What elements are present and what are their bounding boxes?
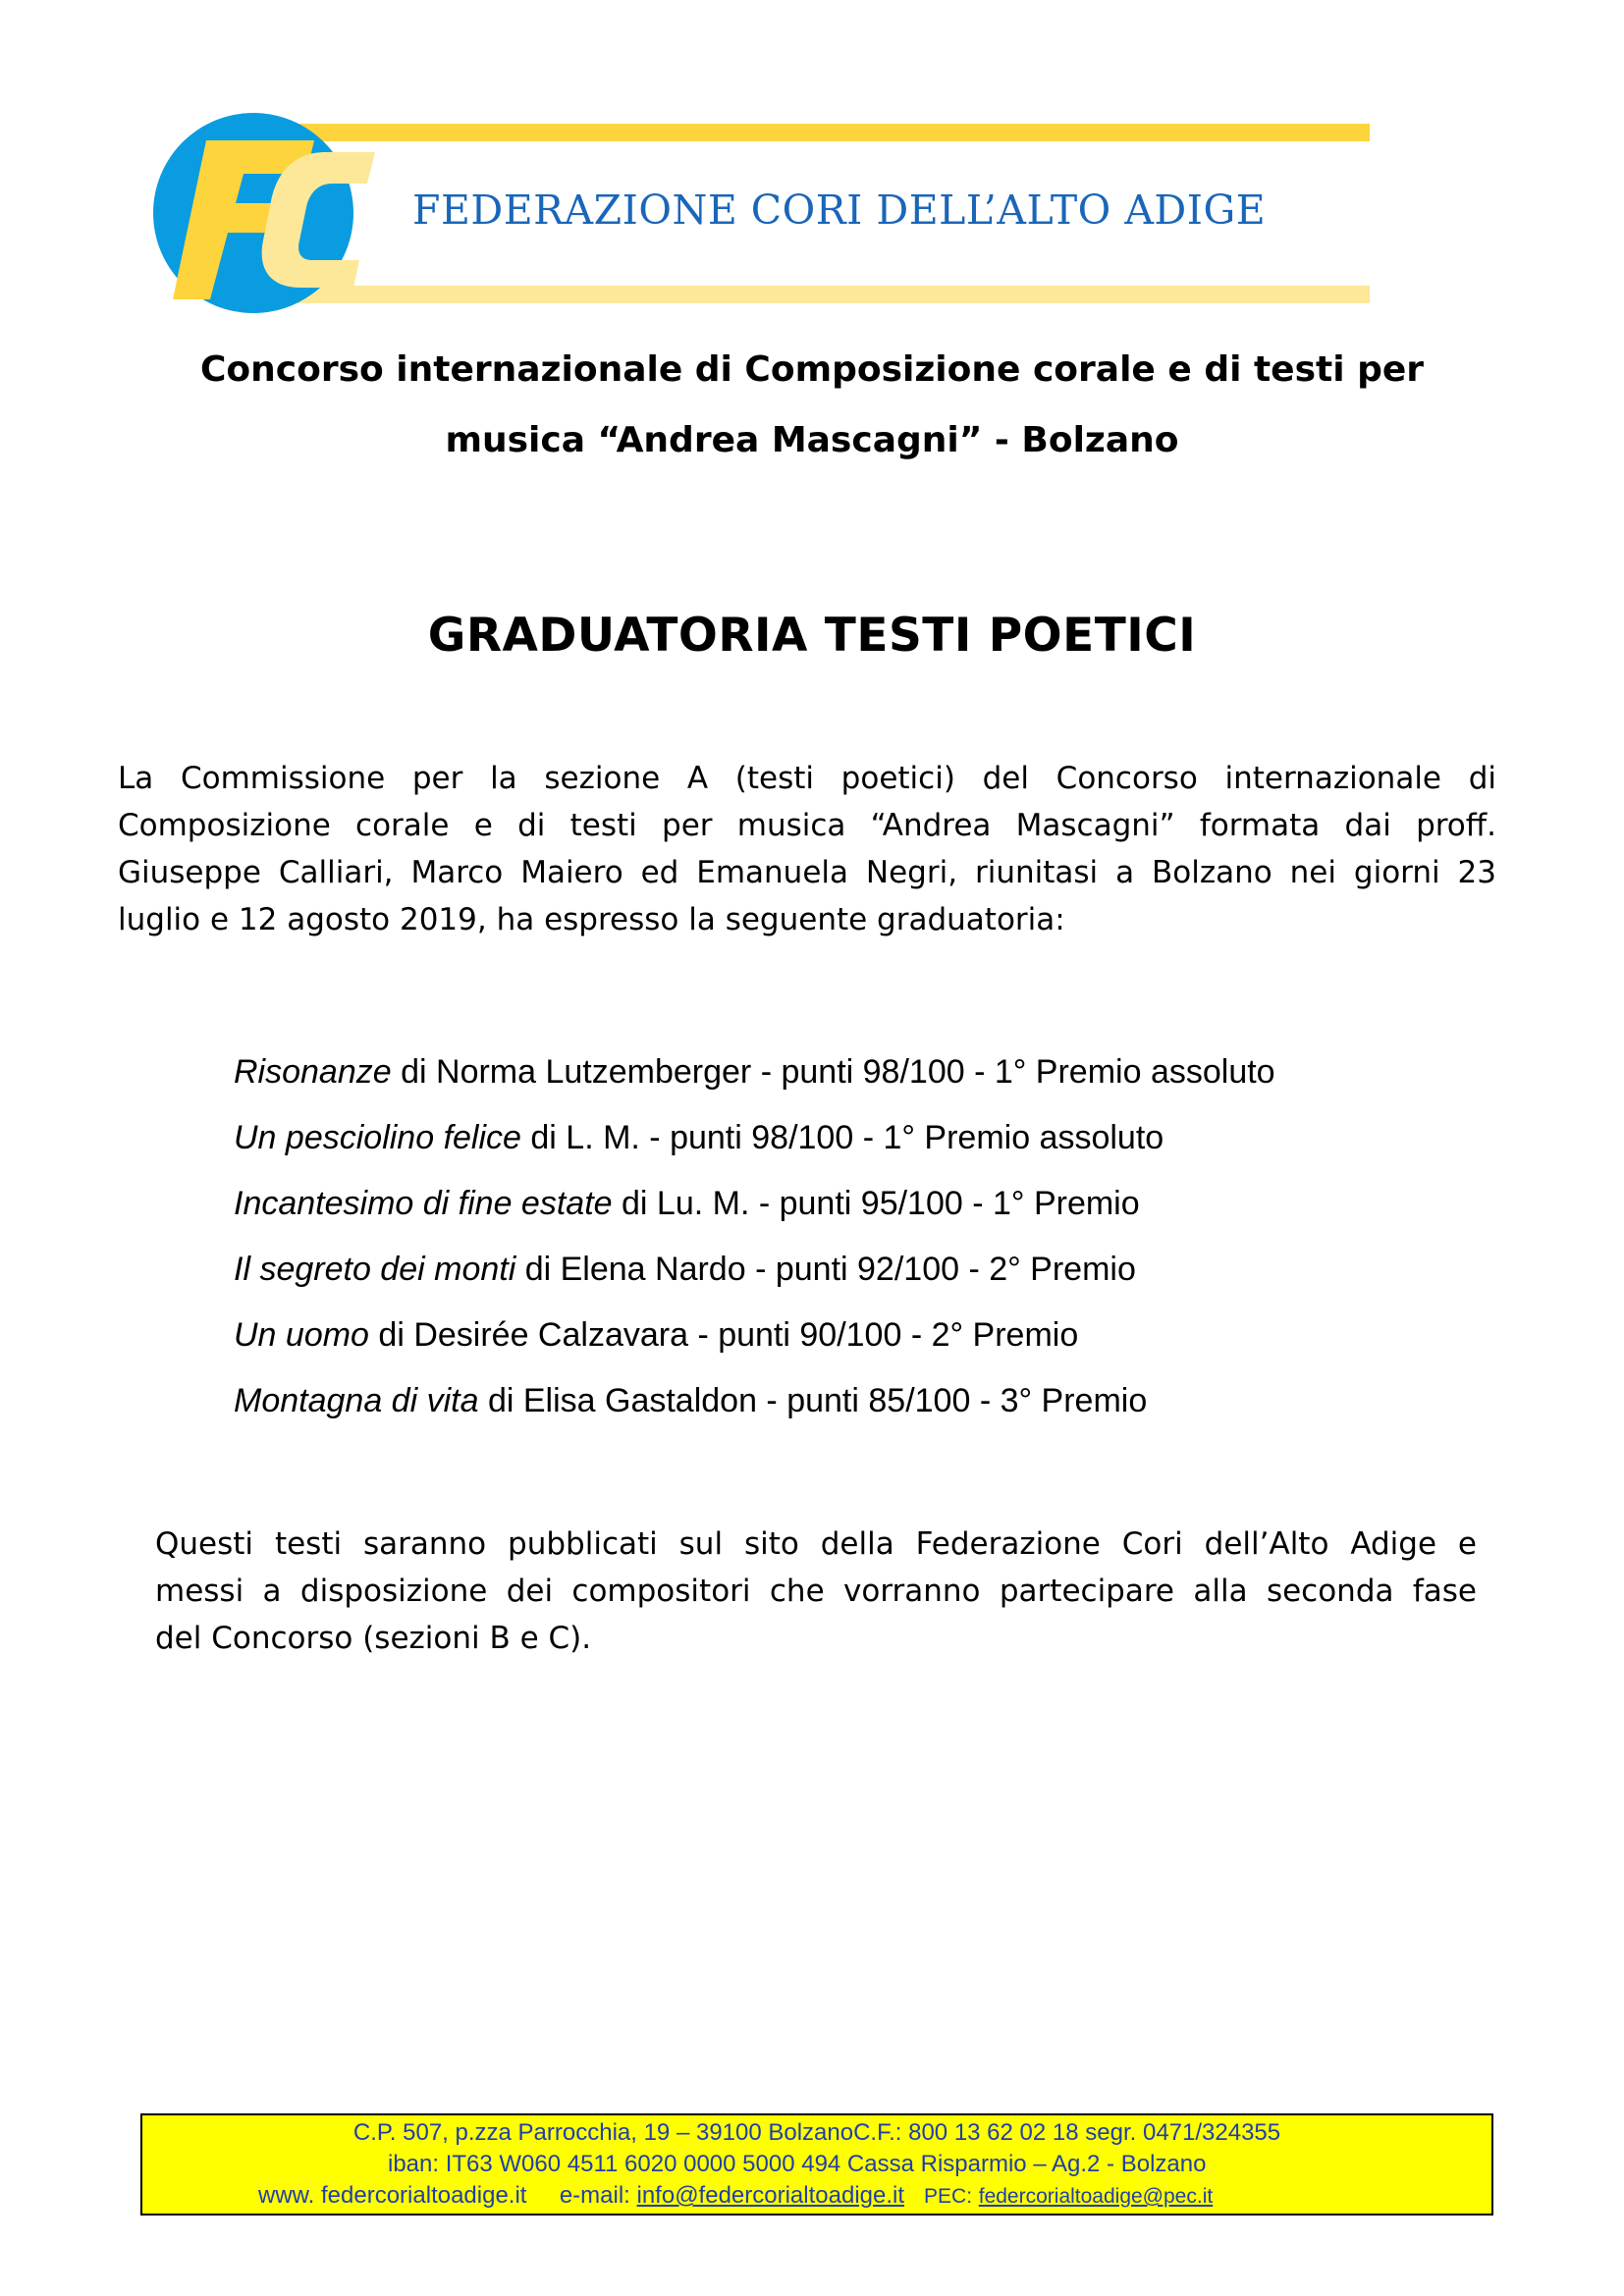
logo-top-stripe [226, 124, 1370, 141]
intro-line: La Commissione per la sezione A (testi poetici) del Concorso internazionale di [118, 761, 1496, 796]
ranking-item [234, 1119, 1164, 1157]
intro-line: Composizione corale e di testi per musica “Andrea Mascagni” formata dai proff. [118, 808, 1496, 843]
page-heading: GRADUATORIA TESTI POETICI [427, 609, 1197, 663]
work-title: Incantesimo di fine estate [234, 1185, 613, 1222]
pec-link[interactable]: federcorialtoadige@pec.it [978, 2185, 1214, 2208]
ranking-details: di L. M. - punti 98/100 - 1° Premio assoluto [520, 1119, 1164, 1156]
work-title: Un uomo [234, 1316, 369, 1354]
pec-label: PEC: [924, 2185, 973, 2208]
ranking-item [234, 1316, 1078, 1355]
contest-title-line-2: musica “Andrea Mascagni” - Bolzano [445, 420, 1179, 460]
closing-line: Questi testi saranno pubblicati sul sito della Federazione Cori dell’Alto Adige e [155, 1526, 1477, 1562]
contest-title-line-1: Concorso internazionale di Composizione corale e di testi per [199, 349, 1425, 390]
ranking-item [234, 1185, 1140, 1223]
work-title: Il segreto dei monti [234, 1251, 516, 1288]
ranking-details: di Desirée Calzavara - punti 90/100 - 2° Premio [368, 1316, 1079, 1354]
ranking-details: di Norma Lutzemberger - punti 98/100 - 1° Premio assoluto [391, 1053, 1275, 1091]
intro-line: Giuseppe Calliari, Marco Maiero ed Emanuela Negri, riunitasi a Bolzano nei giorni 23 [118, 855, 1496, 890]
email-label: e-mail: [559, 2182, 630, 2209]
ranking-details: di Lu. M. - punti 95/100 - 1° Premio [612, 1185, 1140, 1222]
work-title: Un pesciolino felice [234, 1119, 521, 1156]
ranking-details: di Elena Nardo - punti 92/100 - 2° Premio [515, 1251, 1136, 1288]
footer-address: C.P. 507, p.zza Parrocchia, 19 – 39100 BolzanoC.F.: 800 13 62 02 18 segr. 0471/324355 [352, 2119, 1281, 2146]
footer-links [258, 2182, 1213, 2210]
ranking-details: di Elisa Gastaldon - punti 85/100 - 3° Premio [478, 1382, 1148, 1419]
org-name: FEDERAZIONE CORI DELL’ALTO ADIGE [412, 187, 1267, 234]
website-link[interactable]: www. federcorialtoadige.it [258, 2182, 527, 2209]
footer-iban: iban: IT63 W060 4511 6020 0000 5000 494 Cassa Risparmio – Ag.2 - Bolzano [388, 2151, 1207, 2177]
ranking-item [234, 1251, 1136, 1289]
work-title: Montagna di vita [234, 1382, 479, 1419]
logo-bottom-stripe [226, 286, 1370, 303]
ranking-item [234, 1053, 1275, 1092]
ranking-item [234, 1382, 1147, 1420]
footer-contact-box [140, 2113, 1493, 2216]
email-link[interactable]: info@federcorialtoadige.it [636, 2182, 905, 2209]
work-title: Risonanze [234, 1053, 392, 1091]
closing-line: messi a disposizione dei compositori che vorranno partecipare alla seconda fase [155, 1574, 1477, 1609]
intro-line: luglio e 12 agosto 2019, ha espresso la seguente graduatoria: [118, 902, 1065, 937]
closing-line: del Concorso (sezioni B e C). [155, 1621, 592, 1656]
